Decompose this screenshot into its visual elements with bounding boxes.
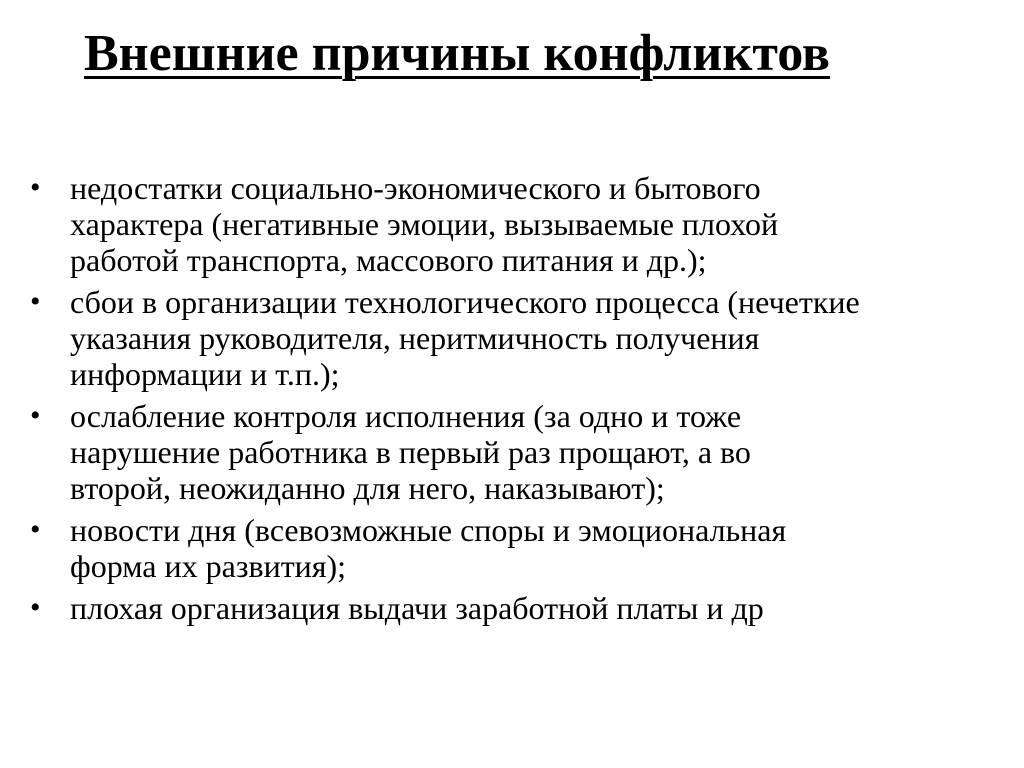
bullet-icon: • xyxy=(30,591,41,624)
bullet-line: второй, неожиданно для него, наказывают); xyxy=(70,470,665,506)
list-item xyxy=(30,512,1000,584)
bullet-line: нарушение работника в первый раз прощают, а во xyxy=(70,434,751,470)
list-item xyxy=(30,398,1000,506)
bullet-line: форма их развития); xyxy=(70,548,347,584)
bullet-icon: • xyxy=(30,513,41,546)
bullet-line: информации и т.п.); xyxy=(70,356,340,392)
bullet-line: работой транспорта, массового питания и др.); xyxy=(70,242,707,278)
list-item xyxy=(30,284,1000,392)
bullet-line: сбои в организации технологического процесса (нечеткие xyxy=(70,284,860,320)
bullet-line: указания руководителя, неритмичность получения xyxy=(70,320,760,356)
slide-title: Внешние причины конфликтов xyxy=(84,25,830,82)
bullet-icon: • xyxy=(30,171,41,204)
bullet-line: ослабление контроля исполнения (за одно и тоже xyxy=(70,398,742,434)
bullet-icon: • xyxy=(30,285,41,318)
list-item xyxy=(30,590,1000,626)
bullet-line: новости дня (всевозможные споры и эмоциональная xyxy=(70,512,787,548)
list-item xyxy=(30,170,1000,278)
bullet-line: характера (негативные эмоции, вызываемые плохой xyxy=(70,206,779,242)
bullet-icon: • xyxy=(30,399,41,432)
bullet-list xyxy=(30,170,1000,632)
bullet-line: недостатки социально-экономического и бытового xyxy=(70,170,761,206)
bullet-line: плохая организация выдачи заработной платы и др xyxy=(70,590,764,626)
